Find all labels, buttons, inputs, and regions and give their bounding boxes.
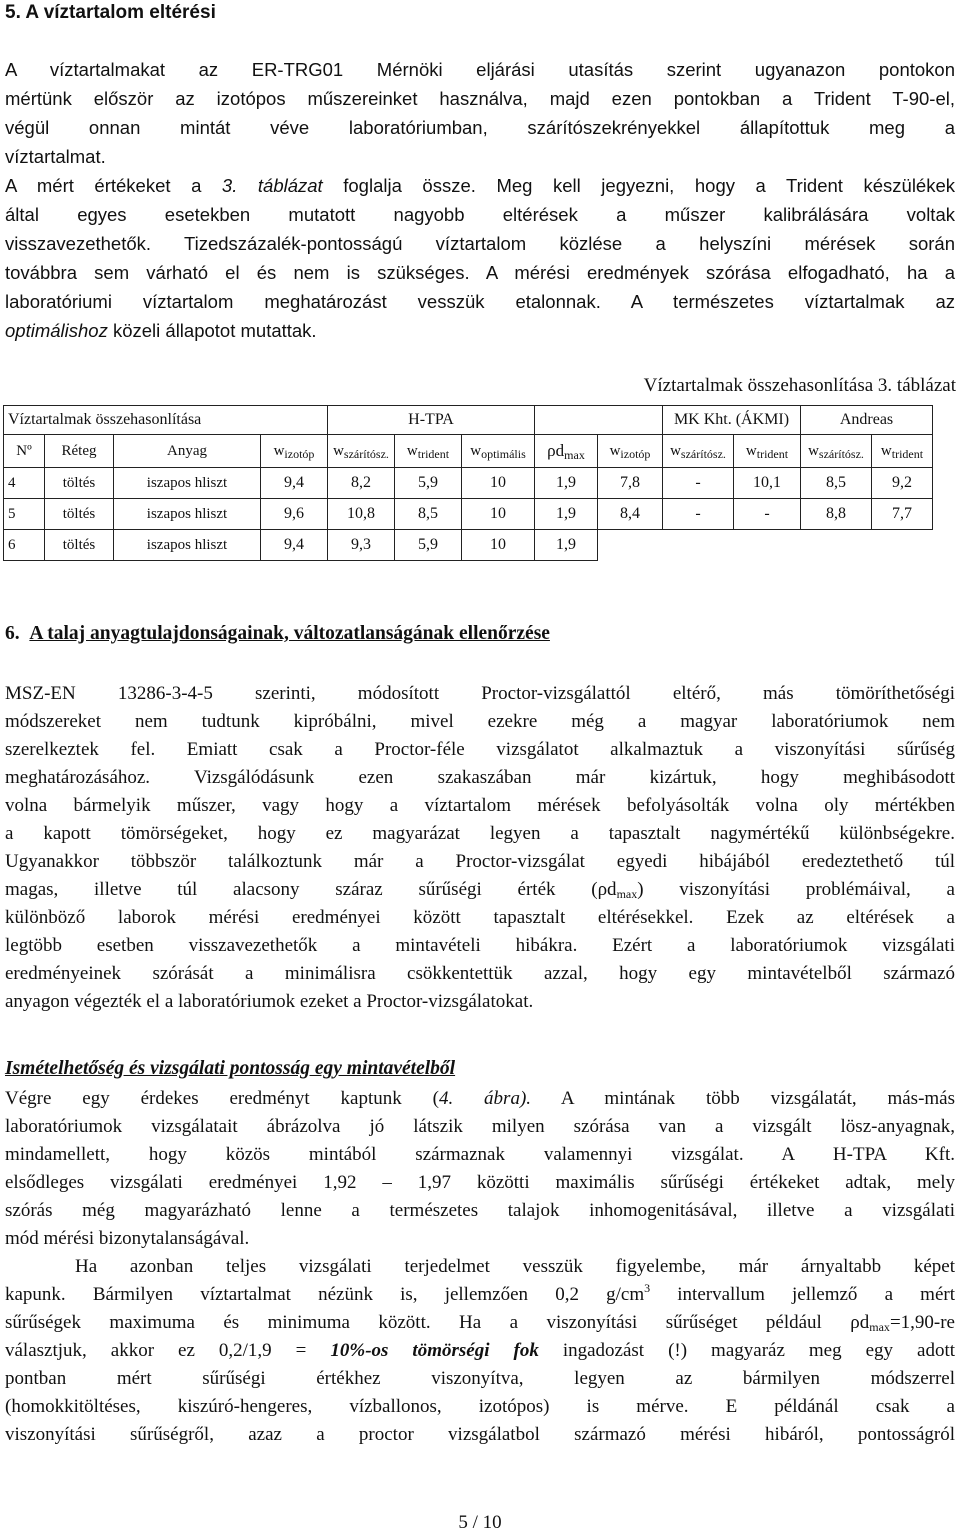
col-w-trident-header: $w_{trident}$ — [395, 435, 462, 468]
text-line: volna bármelyik műszer, vagy hogy a víztartalom mérések befolyásolták volna oly mértékben — [5, 795, 955, 816]
empty-cell — [801, 530, 872, 561]
text-line — [5, 316, 955, 345]
group-mk-cell: MK Kht. (ÁKMI) — [663, 406, 801, 435]
text-line: meghatározásához. Vizsgálódásunk ezen szakaszában már kizártuk, hogy meghibásodott — [5, 767, 955, 788]
section-5-paragraph — [5, 55, 955, 345]
text-line: víztartalmat. — [5, 146, 106, 167]
section-6-title: A talaj anyagtulajdonságainak, változatlanságának ellenőrzése — [29, 623, 550, 644]
water-content-table — [3, 405, 933, 561]
subsection-title: Ismételhetőség és vizsgálati pontosság egy mintavételből — [5, 1058, 456, 1079]
table-row — [4, 530, 933, 561]
section-6-number: 6. — [5, 623, 20, 644]
section-6-paragraph — [5, 680, 955, 1016]
cell: 10 — [462, 530, 535, 561]
cell: 1,9 — [535, 468, 598, 499]
section-6-heading — [5, 623, 550, 645]
table-group-header-row — [4, 406, 933, 435]
col-w-szaritosz-header: $w_{szárítósz.}$ — [801, 435, 872, 468]
cell: 8,5 — [395, 499, 462, 530]
cell: 5,9 — [395, 468, 462, 499]
table-column-header-row — [4, 435, 933, 468]
text-run: A mért értékeket a — [5, 175, 222, 196]
empty-cell — [734, 530, 801, 561]
bold-italic-phrase: 10%-os tömörségi fok — [330, 1340, 539, 1361]
text-run: A mintának több vizsgálatát, más-más — [531, 1088, 956, 1109]
text-line — [5, 1085, 955, 1113]
group-andreas-cell: Andreas — [801, 406, 933, 435]
text-run: választjuk, akkor ez 0,2/1,9 = — [5, 1340, 331, 1361]
cell: 9,3 — [328, 530, 395, 561]
subsection-heading — [5, 1058, 455, 1080]
col-w-izotop-header: $w_{izotóp}$ — [261, 435, 328, 468]
text-run: intervallum jellemző a mért — [650, 1284, 955, 1305]
text-line: legtöbb esetben visszavezethetők a mintavételi hibákra. Ezért a laboratóriumok vizsgálati — [5, 935, 955, 956]
text-line: szerelkeztek fel. Emiatt csak a Proctor-féle vizsgálatot alkalmaztuk a viszonyítási sűrűség — [5, 739, 955, 760]
cell: iszapos hliszt — [114, 530, 261, 561]
cell: 8,5 — [801, 468, 872, 499]
text-line: Ha azonban teljes vizsgálati terjedelmet vesszük figyelembe, már árnyaltabb képet — [75, 1256, 955, 1277]
cell: 10,8 — [328, 499, 395, 530]
text-line: A víztartalmakat az ER-TRG01 Mérnöki eljárási utasítás szerint ugyanazon pontokon — [5, 59, 955, 80]
cell: töltés — [45, 499, 114, 530]
text-run: foglalja össze. Meg kell jegyezni, hogy a Trident készülékek — [322, 175, 956, 196]
cell: 9,6 — [261, 499, 328, 530]
text-line: laboratóriumok vizsgálatait ábrázolva jó látszik milyen szórása van a vizsgált lösz-anyagnak, — [5, 1116, 955, 1137]
col-rho-dmax-header: $\rho d_{max}$ — [535, 435, 598, 468]
text-line — [5, 1309, 955, 1337]
cell: 7,7 — [872, 499, 933, 530]
cell: 8,8 — [801, 499, 872, 530]
cell: 9,4 — [261, 468, 328, 499]
empty-cell — [535, 406, 598, 435]
page-number: 5 / 10 — [458, 1512, 502, 1533]
text-line: végül onnan mintát véve laboratóriumban, szárítószekrényekkel állapítottuk meg a — [5, 117, 955, 138]
cell: iszapos hliszt — [114, 499, 261, 530]
text-run: Végre egy érdekes eredményt kaptunk ( — [5, 1088, 439, 1109]
empty-cell — [598, 530, 663, 561]
table-row — [4, 499, 933, 530]
col-w-szaritosz-header: $w_{szárítósz.}$ — [663, 435, 734, 468]
cell: - — [663, 468, 734, 499]
empty-cell — [872, 530, 933, 561]
text-line: továbbra sem várható el és nem is szükséges. A mérési eredmények szórása elfogadható, ha a — [5, 262, 955, 283]
text-run: kapunk. Bármilyen víztartalmat nézünk is, jellemzően 0,2 g/cm — [5, 1284, 645, 1305]
text-line: viszonyítási sűrűségről, azaz a proctor vizsgálatbol származó mérési hibáról, pontosságról — [5, 1424, 955, 1445]
table-row — [4, 468, 933, 499]
text-line — [5, 1337, 955, 1365]
col-w-optimalis-header: $w_{optimális}$ — [462, 435, 535, 468]
text-line: különböző laborok mérési eredményei között tapasztalt eltérésekkel. Ezek az eltérések a — [5, 907, 955, 928]
text-line: anyagon végezték el a laboratóriumok ezeket a Proctor-vizsgálatokat. — [5, 991, 534, 1012]
cell: 1,9 — [535, 530, 598, 561]
cell: 1,9 — [535, 499, 598, 530]
text-line — [5, 171, 955, 200]
cell: 10,1 — [734, 468, 801, 499]
cell: 6 — [4, 530, 45, 561]
cell: 8,2 — [328, 468, 395, 499]
text-line: mód mérési bizonytalanságával. — [5, 1228, 250, 1249]
text-line: Ugyanakkor többször találkoztunk már a Proctor-vizsgálat egyedi hibájából eredeztethető túl — [5, 851, 955, 872]
empty-cell — [598, 406, 663, 435]
cell: 5,9 — [395, 530, 462, 561]
cell: 7,8 — [598, 468, 663, 499]
subsection-paragraph — [5, 1085, 955, 1449]
text-line — [5, 1281, 955, 1309]
col-anyag-header: Anyag — [114, 435, 261, 468]
text-run: közeli állapotot mutattak. — [107, 320, 317, 341]
text-line: pontban mért sűrűségi értékhez viszonyítva, legyen az bármilyen módszerrel — [5, 1368, 955, 1389]
table-reference: 3. táblázat — [221, 175, 323, 196]
text-line: laboratóriumi víztartalom meghatározást vesszük etalonnak. A természetes víztartalmak az — [5, 291, 955, 312]
col-w-trident-header: $w_{trident}$ — [734, 435, 801, 468]
table-caption: Víztartalmak összehasonlítása 3. táblázat — [643, 375, 956, 396]
col-no-header: Nº — [4, 435, 45, 468]
text-run: magas, illetve túl alacsony száraz sűrűségi érték (ρd — [5, 879, 617, 900]
cell: - — [734, 499, 801, 530]
cell: töltés — [45, 530, 114, 561]
cell: iszapos hliszt — [114, 468, 261, 499]
text-line: által egyes esetekben mutatott nagyobb eltérések a műszer kalibrálására voltak — [5, 204, 955, 225]
col-reteg-header: Réteg — [45, 435, 114, 468]
col-w-szaritosz-header: $w_{szárítósz.}$ — [328, 435, 395, 468]
text-line: mértünk először az izotópos műszereinket használva, majd ezen pontokban a Trident T-90-el, — [5, 88, 955, 109]
cell: 4 — [4, 468, 45, 499]
cell: 5 — [4, 499, 45, 530]
text-line — [5, 876, 955, 904]
text-run: sűrűségek maximuma és minimuma között. Ha a viszonyítási sűrűséget például ρd — [5, 1312, 870, 1333]
italic-term: optimálishoz — [5, 320, 108, 341]
cell: 9,2 — [872, 468, 933, 499]
empty-cell — [663, 530, 734, 561]
cell: 9,4 — [261, 530, 328, 561]
figure-reference: 4. ábra). — [438, 1088, 532, 1109]
text-run: ) viszonyítási problémáival, a — [637, 879, 955, 900]
text-run: =1,90-re — [889, 1312, 955, 1333]
text-line: elsődleges vizsgálati eredményei 1,92 – 1,97 közötti maximális sűrűségi értékeket adtak, mely — [5, 1172, 955, 1193]
text-line: mindamellett, hogy közös mintából származnak valamennyi vizsgálat. A H-TPA Kft. — [5, 1144, 955, 1165]
text-line: a kapott tömörségeket, hogy ez magyarázat legyen a tapasztalt nagymértékű különbségekre. — [5, 823, 955, 844]
text-line: visszavezethetők. Tizedszázalék-pontosságú víztartalom közlése a helyszíni mérések során — [5, 233, 955, 254]
cell: töltés — [45, 468, 114, 499]
text-line: MSZ-EN 13286-3-4-5 szerinti, módosított Proctor-vizsgálattól eltérő, más tömöríthetőségi — [5, 683, 955, 704]
text-line: módszereket nem tudtunk kipróbálni, mivel ezekre még a magyar laboratóriumok nem — [5, 711, 955, 732]
cell: 10 — [462, 499, 535, 530]
text-line: szórás még magyarázható lenne a természetes talajok inhomogenitásával, illetve a vizsgálati — [5, 1200, 955, 1221]
col-w-izotop-header: $w_{izotóp}$ — [598, 435, 663, 468]
text-line: eredményeinek szórását a minimálisra csökkentettük azzal, hogy egy mintavételből származó — [5, 963, 955, 984]
group-title-cell: Víztartalmak összehasonlítása — [4, 406, 328, 435]
section-5-heading: 5. A víztartalom eltérési — [5, 2, 216, 23]
superscript: 3 — [644, 1281, 651, 1295]
cell: 8,4 — [598, 499, 663, 530]
text-run: ingadozást (!) magyaráz meg egy adott — [538, 1340, 956, 1361]
cell: - — [663, 499, 734, 530]
group-htpa-cell: H-TPA — [328, 406, 535, 435]
col-w-trident-header: $w_{trident}$ — [872, 435, 933, 468]
text-line: (homokkitöltéses, kiszúró-hengeres, vízballonos, izotópos) is mérve. E példánál csak a — [5, 1396, 955, 1417]
subscript: max — [869, 1320, 890, 1334]
subscript: max — [616, 887, 638, 901]
cell: 10 — [462, 468, 535, 499]
